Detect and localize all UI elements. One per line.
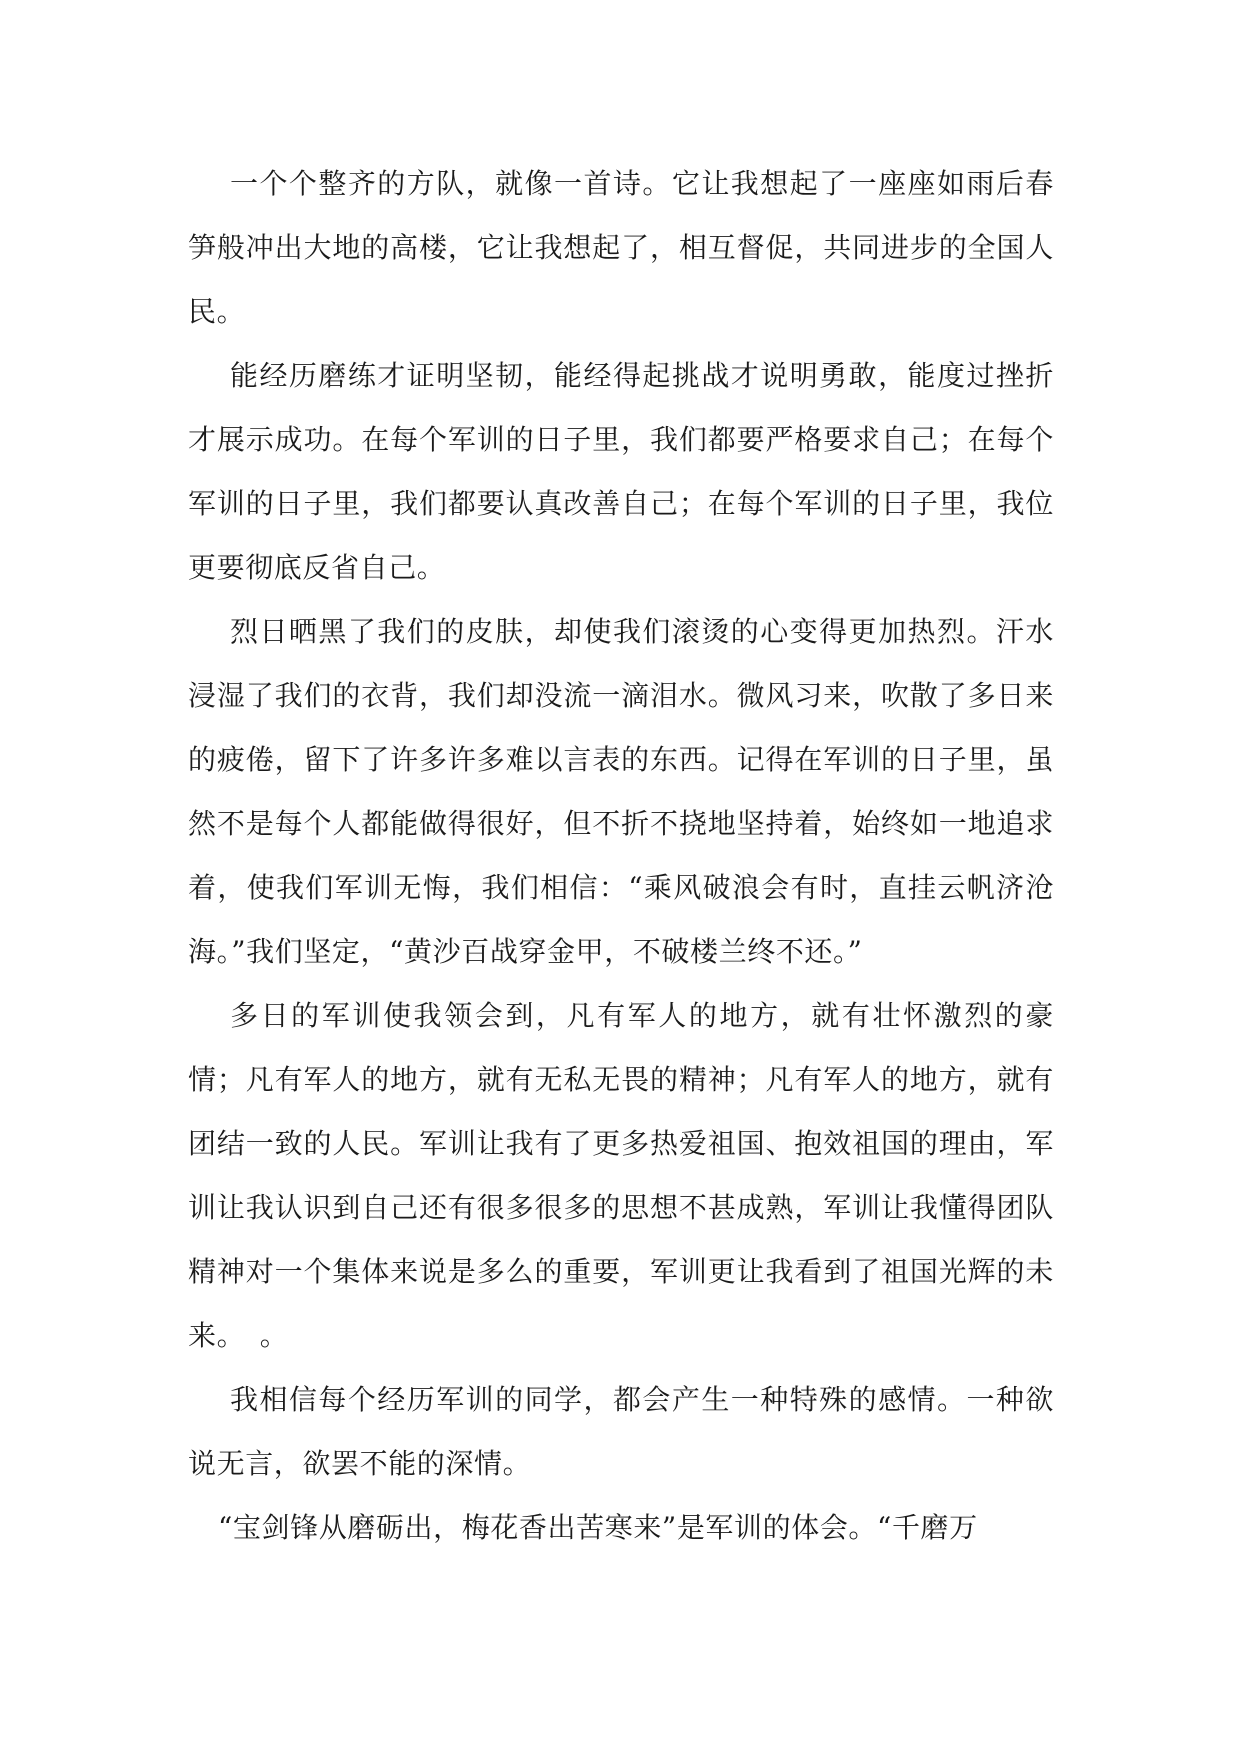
document-body <box>188 152 1054 1560</box>
paragraph-5: 我相信每个经历军训的同学，都会产生一种特殊的感情。一种欲说无言，欲罢不能的深情。 <box>188 1383 1054 1480</box>
paragraph-1: 一个个整齐的方队，就像一首诗。它让我想起了一座座如雨后春笋般冲出大地的高楼，它让我想起了，相互督促，共同进步的全国人民。 <box>188 167 1054 328</box>
paragraph-2: 能经历磨练才证明坚韧，能经得起挑战才说明勇敢，能度过挫折才展示成功。在每个军训的日子里，我们都要严格要求自己；在每个军训的日子里，我们都要认真改善自己；在每个军训的日子里，我位更要彻底反省自己。 <box>188 359 1054 584</box>
paragraph-3: 烈日晒黑了我们的皮肤，却使我们滚烫的心变得更加热烈。汗水浸湿了我们的衣背，我们却没流一滴泪水。微风习来，吹散了多日来的疲倦，留下了许多许多难以言表的东西。记得在军训的日子里，虽然不是每个人都能做得很好，但不折不挠地坚持着，始终如一地追求着，使我们军训无悔，我们相信：“乘风破浪会有时，直挂云帆济沧海。”我们坚定，“黄沙百战穿金甲，不破楼兰终不还。” <box>188 615 1054 968</box>
paragraph-6: “宝剑锋从磨砺出，梅花香出苦寒来”是军训的体会。“千磨万 <box>218 1511 978 1544</box>
paragraph-4: 多日的军训使我领会到，凡有军人的地方，就有壮怀激烈的豪情；凡有军人的地方，就有无私无畏的精神；凡有军人的地方，就有团结一致的人民。军训让我有了更多热爱祖国、抱效祖国的理由，军训让我认识到自己还有很多很多的思想不甚成熟，军训让我懂得团队精神对一个集体来说是多么的重要，军训更让我看到了祖国光辉的未来。 。 <box>188 999 1054 1352</box>
